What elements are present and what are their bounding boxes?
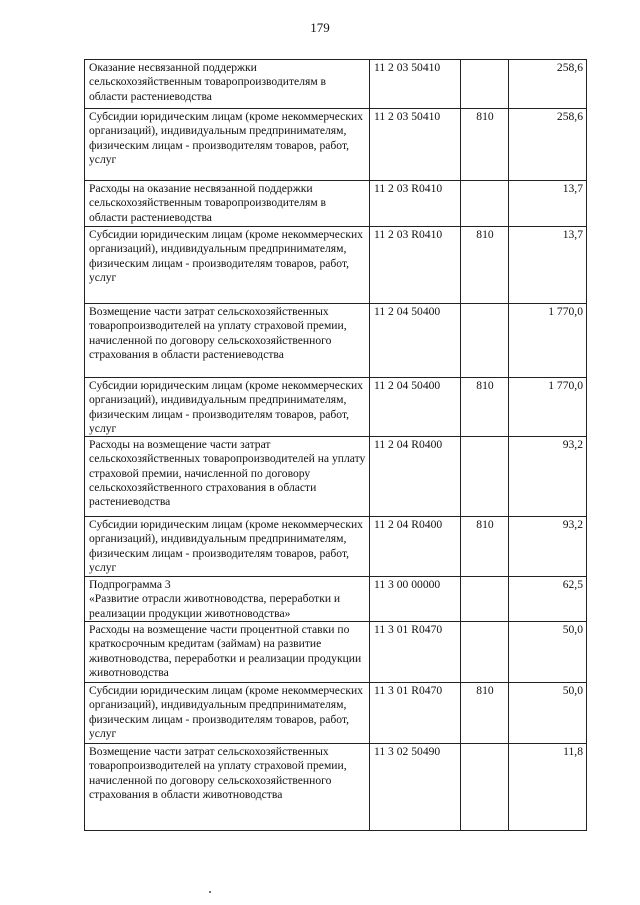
table-row xyxy=(85,744,587,831)
row-type xyxy=(461,304,509,378)
table-row xyxy=(85,437,587,517)
row-type: 810 xyxy=(461,227,509,304)
row-type: 810 xyxy=(461,517,509,577)
row-type xyxy=(461,622,509,683)
row-name: Субсидии юридическим лицам (кроме некоммерческих организаций), индивидуальным предпринимателям, физическим лицам - производителям товаров, работ, услуг xyxy=(85,517,370,577)
row-code: 11 3 00 00000 xyxy=(370,577,461,622)
row-code: 11 2 04 R0400 xyxy=(370,517,461,577)
page-number: 179 xyxy=(310,20,330,35)
scan-speck xyxy=(209,891,211,893)
row-code: 11 2 04 50400 xyxy=(370,378,461,437)
row-type: 810 xyxy=(461,378,509,437)
row-name: Оказание несвязанной поддержки сельскохозяйственным товаропроизводителям в области растениеводства xyxy=(85,60,370,109)
row-code: 11 2 04 R0400 xyxy=(370,437,461,517)
row-name: Субсидии юридическим лицам (кроме некоммерческих организаций), индивидуальным предпринимателям, физическим лицам - производителям товаров, работ, услуг xyxy=(85,378,370,437)
row-code: 11 3 01 R0470 xyxy=(370,683,461,744)
row-type xyxy=(461,577,509,622)
row-code: 11 2 03 50410 xyxy=(370,109,461,181)
row-type xyxy=(461,437,509,517)
row-name: Субсидии юридическим лицам (кроме некоммерческих организаций), индивидуальным предпринимателям, физическим лицам - производителям товаров, работ, услуг xyxy=(85,227,370,304)
table-row xyxy=(85,60,587,109)
row-code: 11 3 02 50490 xyxy=(370,744,461,831)
row-name xyxy=(85,577,370,622)
table-row xyxy=(85,181,587,227)
row-type xyxy=(461,181,509,227)
row-sum: 258,6 xyxy=(509,60,587,109)
row-sum: 13,7 xyxy=(509,227,587,304)
row-name: Расходы на возмещение части затрат сельскохозяйственных товаропроизводителей на уплату страховой премии, начисленной по договору сельскохозяйственного страхования в области растениеводства xyxy=(85,437,370,517)
row-name: Субсидии юридическим лицам (кроме некоммерческих организаций), индивидуальным предпринимателям, физическим лицам - производителям товаров, работ, услуг xyxy=(85,683,370,744)
row-sum: 13,7 xyxy=(509,181,587,227)
table-row xyxy=(85,517,587,577)
row-sum: 258,6 xyxy=(509,109,587,181)
row-sum: 11,8 xyxy=(509,744,587,831)
table-row xyxy=(85,227,587,304)
row-sum: 50,0 xyxy=(509,683,587,744)
row-sum: 93,2 xyxy=(509,437,587,517)
row-type xyxy=(461,60,509,109)
row-name: Возмещение части затрат сельскохозяйственных товаропроизводителей на уплату страховой премии, начисленной по договору сельскохозяйственного страхования в области растениеводства xyxy=(85,304,370,378)
row-type xyxy=(461,744,509,831)
table-row xyxy=(85,378,587,437)
row-sum: 93,2 xyxy=(509,517,587,577)
row-name: Расходы на возмещение части процентной ставки по краткосрочным кредитам (займам) на развитие животноводства, переработки и реализации продукции животноводства xyxy=(85,622,370,683)
row-code: 11 2 03 R0410 xyxy=(370,181,461,227)
row-code: 11 2 03 50410 xyxy=(370,60,461,109)
budget-table xyxy=(84,59,587,831)
row-name: Возмещение части затрат сельскохозяйственных товаропроизводителей на уплату страховой премии, начисленной по договору сельскохозяйственного страхования в области животноводства xyxy=(85,744,370,831)
row-type: 810 xyxy=(461,683,509,744)
row-name: Расходы на оказание несвязанной поддержки сельскохозяйственным товаропроизводителям в области растениеводства xyxy=(85,181,370,227)
row-code: 11 3 01 R0470 xyxy=(370,622,461,683)
row-sum: 62,5 xyxy=(509,577,587,622)
row-type: 810 xyxy=(461,109,509,181)
row-sum: 1 770,0 xyxy=(509,378,587,437)
subprogram-number: Подпрограмма 3 xyxy=(89,578,171,592)
table-row xyxy=(85,109,587,181)
table-row xyxy=(85,577,587,622)
row-name: Субсидии юридическим лицам (кроме некоммерческих организаций), индивидуальным предпринимателям, физическим лицам - производителям товаров, работ, услуг xyxy=(85,109,370,181)
subprogram-title: «Развитие отрасли животноводства, переработки и реализации продукции животноводства» xyxy=(89,592,341,620)
row-code: 11 2 03 R0410 xyxy=(370,227,461,304)
row-sum: 50,0 xyxy=(509,622,587,683)
row-sum: 1 770,0 xyxy=(509,304,587,378)
table-row xyxy=(85,622,587,683)
table-row xyxy=(85,683,587,744)
table-row xyxy=(85,304,587,378)
row-code: 11 2 04 50400 xyxy=(370,304,461,378)
